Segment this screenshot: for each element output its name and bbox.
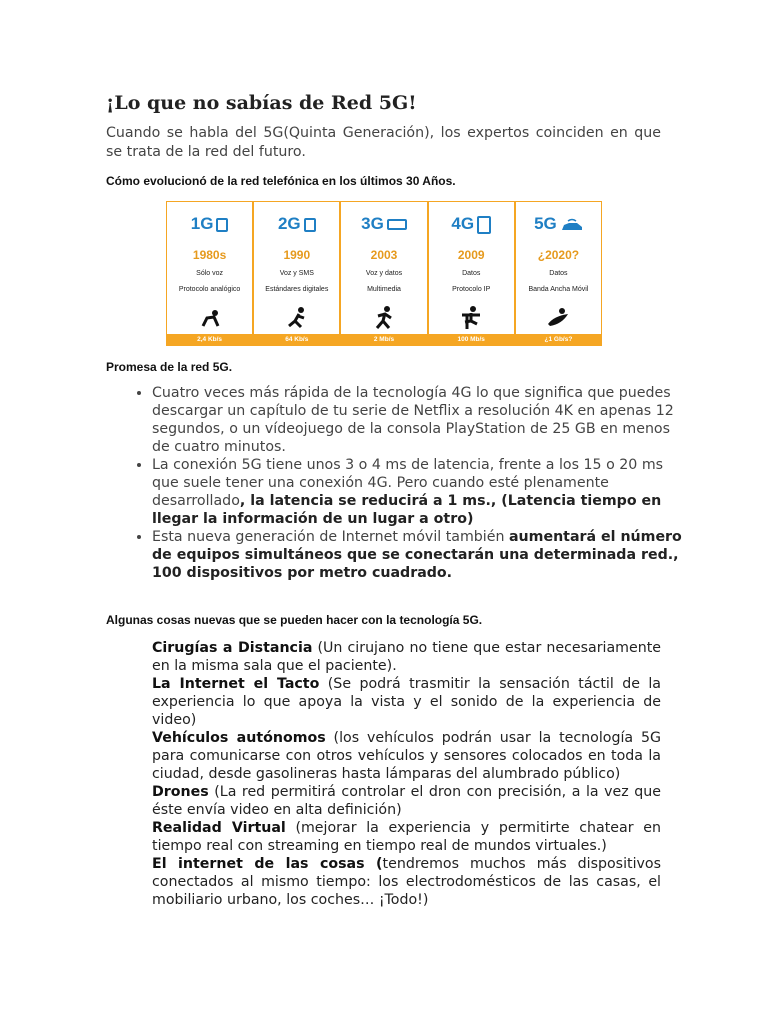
list-item: • Esta nueva generación de Internet móvil también aumentará el número de equipos simultáneos que se conectarán una determinada red., 100 dispositivos por metro cuadrado. bbox=[152, 528, 685, 582]
generation-protocol: Protocolo analógico bbox=[178, 286, 241, 293]
crawling-person-icon bbox=[198, 306, 222, 330]
generation-speed: 2,4 Kb/s bbox=[167, 334, 252, 345]
car-icon bbox=[561, 218, 583, 232]
generation-feature: Voz y datos bbox=[365, 270, 403, 277]
rocket-person-icon bbox=[546, 306, 570, 330]
generation-year: 1990 bbox=[283, 248, 311, 262]
generation-feature: Sólo voz bbox=[196, 270, 224, 277]
generation-panel-1g bbox=[167, 202, 254, 345]
page-title: ¡Lo que no sabías de Red 5G! bbox=[106, 92, 417, 114]
list-item: Cirugías a Distancia (Un cirujano no tiene que estar necesariamente en la misma sala que el paciente). bbox=[152, 640, 661, 674]
generation-label: 3G bbox=[361, 214, 384, 233]
generation-panel-5g bbox=[516, 202, 601, 345]
heading-promise: Promesa de la red 5G. bbox=[106, 360, 233, 374]
generation-label: 1G bbox=[190, 214, 214, 233]
generation-label: 5G bbox=[534, 214, 557, 233]
generation-speed: 100 Mb/s bbox=[429, 334, 514, 345]
phone-icon bbox=[216, 218, 228, 232]
list-item: El internet de las cosas (tendremos muchos más dispositivos conectados al mismo tiempo: los electrodomésticos de las casas, el mobiliario urbano, los coches… ¡Todo!) bbox=[152, 856, 661, 908]
generation-label: 4G bbox=[451, 214, 475, 233]
promise-list bbox=[128, 384, 685, 582]
list-item: La Internet el Tacto (Se podrá trasmitir la sensación táctil de la experiencia lo que apoya la vista y el sonido de la experiencia de video) bbox=[152, 676, 661, 728]
generation-feature: Datos bbox=[549, 270, 568, 277]
generation-protocol: Estándares digitales bbox=[265, 286, 329, 293]
generation-panel-2g bbox=[254, 202, 341, 345]
generation-year: 2003 bbox=[370, 248, 398, 262]
generation-panel-3g bbox=[341, 202, 428, 345]
list-item: • La conexión 5G tiene unos 3 o 4 ms de latencia, frente a los 15 o 20 ms que suele tener una conexión 4G. Pero cuando esté plenamente desarrollado, la latencia se reducirá a 1 ms., (Latencia tiempo en llegar la información de un lugar a otro) bbox=[152, 456, 685, 528]
generation-speed: 64 Kb/s bbox=[254, 334, 339, 345]
walking-person-icon bbox=[285, 306, 309, 330]
list-item: Drones (La red permitirá controlar el dron con precisión, a la vez que éste envía video en alta definición) bbox=[152, 784, 661, 818]
list-item: • Cuatro veces más rápida de la tecnología 4G lo que significa que puedes descargar un capítulo de tu serie de Netflix a resolución 4K en apenas 12 segundos, o un vídeojuego de la consola PlayStation de 25 GB en menos de cuatro minutos. bbox=[152, 384, 685, 456]
generation-speed: ¿1 Gb/s? bbox=[516, 334, 601, 345]
phone-icon bbox=[387, 219, 407, 230]
generation-year: 2009 bbox=[457, 248, 485, 262]
list-item: Realidad Virtual (mejorar la experiencia y permitirte chatear en tiempo real con streaming en tiempo real de mundos virtuales.) bbox=[152, 820, 661, 854]
intro-paragraph: Cuando se habla del 5G(Quinta Generación), los expertos coinciden en que se trata de la red del futuro. bbox=[106, 125, 661, 160]
heading-uses: Algunas cosas nuevas que se pueden hacer con la tecnología 5G. bbox=[106, 613, 483, 627]
generation-panel-4g bbox=[429, 202, 516, 345]
running-person-icon bbox=[372, 306, 396, 330]
generation-protocol: Protocolo IP bbox=[452, 286, 491, 293]
generation-year: 1980s bbox=[192, 248, 227, 262]
generations-infographic bbox=[166, 201, 602, 346]
heading-evolution: Cómo evolucionó de la red telefónica en los últimos 30 Años. bbox=[106, 174, 456, 188]
uses-list bbox=[152, 639, 661, 909]
generation-protocol: Multimedia bbox=[367, 286, 401, 293]
generation-label: 2G bbox=[277, 214, 301, 233]
generation-feature: Datos bbox=[462, 270, 481, 277]
list-item: Vehículos autónomos (los vehículos podrán usar la tecnología 5G para comunicarse con otros vehículos y sensores colocados en toda la ciudad, desde gasolineras hasta lámparas del alumbrado público) bbox=[152, 730, 661, 782]
generation-year: ¿2020? bbox=[537, 248, 580, 262]
generation-feature: Voz y SMS bbox=[279, 270, 314, 277]
smartphone-icon bbox=[477, 216, 491, 234]
generation-protocol: Banda Ancha Móvil bbox=[528, 286, 589, 293]
hurdling-person-icon bbox=[459, 306, 483, 330]
phone-icon bbox=[304, 218, 316, 232]
generation-speed: 2 Mb/s bbox=[341, 334, 426, 345]
